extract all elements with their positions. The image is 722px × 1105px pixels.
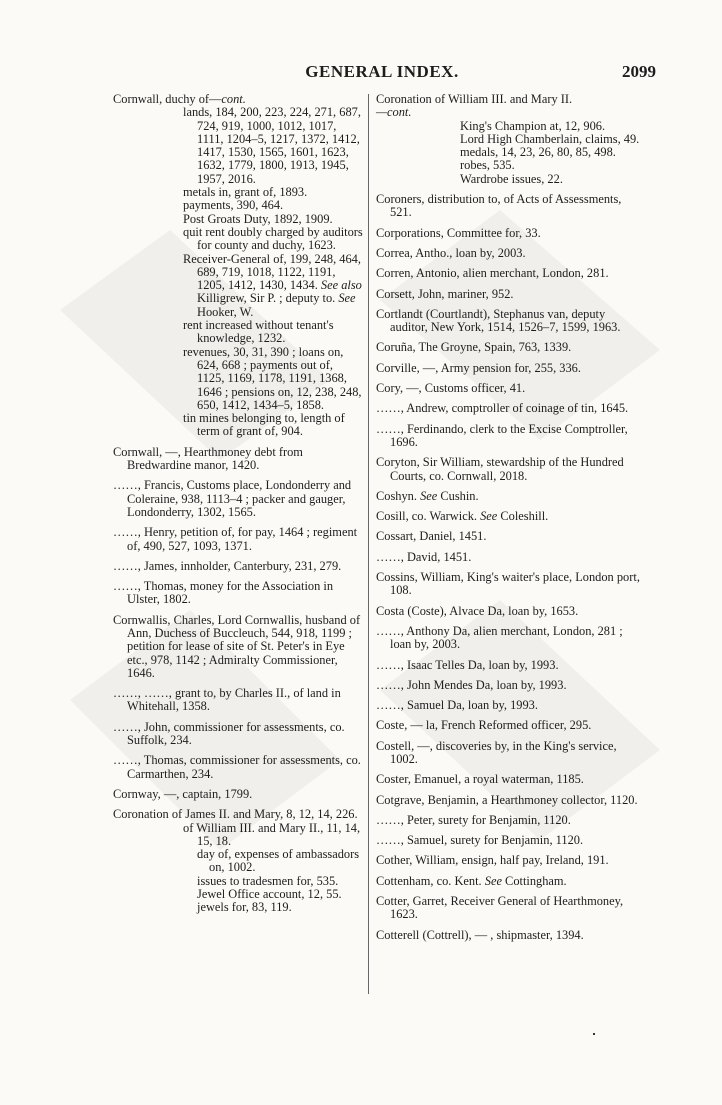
index-entry: ……, David, 1451. <box>376 549 472 564</box>
entry-heading: Coronation of William III. and Mary II. <box>376 92 573 106</box>
index-entry: ……, Francis, Customs place, Londonderry and Coleraine, 938, 1113–4 ; packer and gauger, Londonderry, 1302, 1565. <box>113 478 352 519</box>
index-entry: Cossart, Daniel, 1451. <box>376 529 487 544</box>
index-entry: ……, ……, grant to, by Charles II., of land in Whitehall, 1358. <box>113 686 341 714</box>
index-entry-cottenham <box>376 875 643 888</box>
index-entry: Coryton, Sir William, stewardship of the Hundred Courts, co. Cornwall, 2018. <box>376 455 624 483</box>
subentry: medals, 14, 23, 26, 80, 85, 498. <box>460 145 616 160</box>
subentry: payments, 390, 464. <box>183 198 284 213</box>
index-entry: Coste, — la, French Reformed officer, 295. <box>376 718 592 733</box>
subentry: lands, 184, 200, 223, 224, 271, 687, 724, 919, 1000, 1012, 1017, 1111, 1204–5, 1217, 1372, 1412, 1417, 1530, 1565, 1601, 1623, 1632, 1779, 1800, 1913, 1945, 1957, 2016. <box>183 105 361 186</box>
entry-name: Cosill, co. Warwick. <box>376 509 481 524</box>
cross-ref: Hooker, W. <box>197 304 254 319</box>
index-entry: Cotgrave, Benjamin, a Hearthmoney collector, 1120. <box>376 792 638 807</box>
subentry: metals in, grant of, 1893. <box>183 185 308 200</box>
index-entry: Costell, —, discoveries by, in the King's service, 1002. <box>376 738 617 766</box>
entry-name: Cornwall, duchy of— <box>113 92 222 106</box>
subentry: of William III. and Mary II., 11, 14, 15, 18. <box>183 820 361 848</box>
index-entry: ……, Thomas, money for the Association in Ulster, 1802. <box>113 579 334 607</box>
index-entry: Cory, —, Customs officer, 41. <box>376 381 526 396</box>
page-number: 2099 <box>622 62 656 81</box>
index-entry: ……, Thomas, commissioner for assessments, co. Carmarthen, 234. <box>113 753 361 781</box>
subentry: tin mines belonging to, length of term of grant of, 904. <box>183 411 345 439</box>
index-entry: ……, Samuel, surety for Benjamin, 1120. <box>376 833 584 848</box>
index-entry: Costa (Coste), Alvace Da, loan by, 1653. <box>376 603 579 618</box>
see-label: See <box>480 509 498 524</box>
see-label: See <box>338 291 356 306</box>
page-title: GENERAL INDEX. <box>305 62 459 81</box>
subentry: Wardrobe issues, 22. <box>460 171 563 186</box>
index-entry: Coster, Emanuel, a royal waterman, 1185. <box>376 772 584 787</box>
index-entry: Corporations, Committee for, 33. <box>376 225 541 240</box>
subentry: revenues, 30, 31, 390 ; loans on, 624, 668 ; payments out of, 1125, 1169, 1178, 1191, 1368, 1646 ; pensions on, 12, 238, 248, 650, 1412, 1434–5, 1858. <box>183 344 362 412</box>
index-entry: Cornwallis, Charles, Lord Cornwallis, husband of Ann, Duchess of Buccleuch, 544, 918, 1199 ; petition for lease of site of St. Peter's in Eye etc., 978, 1142 ; Admiralty Commissioner, 1646. <box>113 612 361 680</box>
entry-name: Cottenham, co. Kent. <box>376 873 485 888</box>
subentry: Jewel Office account, 12, 55. <box>197 887 342 902</box>
subentry: issues to tradesmen for, 535. <box>197 873 339 888</box>
subentry: Post Groats Duty, 1892, 1909. <box>183 211 333 226</box>
entry-heading: Coronation of James II. and Mary, 8, 12, 14, 226. <box>113 807 358 822</box>
left-column <box>113 93 363 922</box>
cross-ref: Cottingham. <box>501 873 567 888</box>
page-header <box>108 62 656 86</box>
right-column <box>376 93 643 949</box>
subentry: rent increased without tenant's knowledge, 1232. <box>183 318 334 346</box>
index-entry: ……, Ferdinando, clerk to the Excise Comptroller, 1696. <box>376 421 628 449</box>
entry-name: Coshyn. <box>376 488 421 503</box>
entry-heading <box>113 92 363 106</box>
cont-label: —cont. <box>376 105 412 120</box>
stray-mark <box>593 1033 595 1035</box>
index-entry-cornwall-duchy <box>113 93 363 439</box>
index-entry-coronation <box>113 808 363 914</box>
index-entry: Cotter, Garret, Receiver General of Hearthmoney, 1623. <box>376 894 624 922</box>
index-entry: ……, Isaac Telles Da, loan by, 1993. <box>376 657 559 672</box>
index-entry: Coruña, The Groyne, Spain, 763, 1339. <box>376 340 572 355</box>
index-entry: ……, James, innholder, Canterbury, 231, 279. <box>113 558 342 573</box>
subentry: quit rent doubly charged by auditors for county and duchy, 1623. <box>183 224 363 253</box>
index-entry-coshyn <box>376 490 643 503</box>
see-label: See <box>484 873 502 888</box>
index-entry: ……, Anthony Da, alien merchant, London, 281 ; loan by, 2003. <box>376 623 623 652</box>
see-label: See <box>420 488 438 503</box>
index-entry: Corville, —, Army pension for, 255, 336. <box>376 360 581 375</box>
subentry: day of, expenses of ambassadors on, 1002. <box>197 847 360 875</box>
subentry: jewels for, 83, 119. <box>197 900 292 915</box>
index-entry: Coroners, distribution to, of Acts of Assessments, 521. <box>376 192 622 220</box>
index-entry: ……, Peter, surety for Benjamin, 1120. <box>376 812 571 827</box>
cross-ref: Coleshill. <box>497 509 549 524</box>
index-entry: Cornwall, —, Hearthmoney debt from Bredwardine manor, 1420. <box>113 444 303 473</box>
index-entry: Cortlandt (Courtlandt), Stephanus van, deputy auditor, New York, 1514, 1526–7, 1599, 1963. <box>376 306 621 335</box>
subentry: King's Champion at, 12, 906. <box>460 118 606 133</box>
see-also-label: See also <box>320 278 362 293</box>
subentry <box>127 253 363 319</box>
index-entry: Cotterell (Cottrell), — , shipmaster, 1394. <box>376 927 584 942</box>
index-entry-cosill <box>376 510 643 523</box>
index-entry: Cossins, William, King's waiter's place, London port, 108. <box>376 570 640 598</box>
index-entry: ……, John, commissioner for assessments, co. Suffolk, 234. <box>113 719 345 748</box>
index-entry: Corren, Antonio, alien merchant, London, 281. <box>376 266 609 281</box>
subentry: robes, 535. <box>460 158 515 173</box>
index-entry: ……, Samuel Da, loan by, 1993. <box>376 698 538 713</box>
index-entry: Cornway, —, captain, 1799. <box>113 786 253 801</box>
cont-label: cont. <box>221 92 246 106</box>
index-entry: Corsett, John, mariner, 952. <box>376 286 514 301</box>
index-entry-coronation-cont <box>376 93 643 186</box>
cross-ref: Cushin. <box>437 488 479 503</box>
index-entry: Cother, William, ensign, half pay, Ireland, 191. <box>376 853 609 868</box>
subentry: Lord High Chamberlain, claims, 49. <box>460 131 640 146</box>
index-entry: ……, Andrew, comptroller of coinage of tin, 1645. <box>376 401 629 416</box>
index-entry: ……, Henry, petition of, for pay, 1464 ; regiment of, 490, 527, 1093, 1371. <box>113 525 358 553</box>
index-entry: Correa, Antho., loan by, 2003. <box>376 245 526 260</box>
cross-ref: Killigrew, Sir P. ; deputy to. <box>197 291 339 306</box>
column-divider <box>368 94 369 994</box>
subentry-text: Receiver-General of, 199, 248, 464, 689, 719, 1018, 1122, 1191, 1205, 1412, 1430, 1434. <box>183 251 361 293</box>
index-entry: ……, John Mendes Da, loan by, 1993. <box>376 677 567 692</box>
